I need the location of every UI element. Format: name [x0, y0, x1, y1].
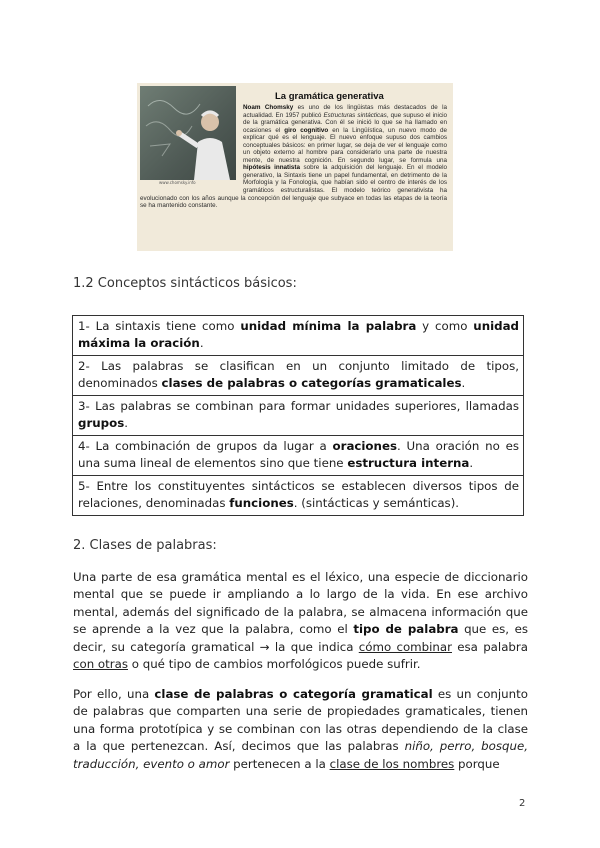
figure-text: Noam Chomsky es uno de los lingüistas más destacados de la actualidad. En 1957 publicó Estructuras sintácticas, que supuso el inicio de la gramática generativa. Con él se inició lo que se ha llamado en ocasiones el giro cognitivo en la Lingüística, un nuevo modo de explicar qué es el lenguaje. El nuevo enfoque supuso dos cambios conceptuales básicos: en primer lugar, se deja de ver el lenguaje como un objeto externo al hombre para considerarlo una parte de nuestra mente, de nuestra cognición. En segundo lugar, se formula una hipótesis innatista sobre la adquisición del lenguaje. En el modelo generativo, la Sintaxis tiene un papel fundamental, en detrimento de la Morfología y la Fonología, que habían sido el centro de interés de los gramáticos estructuralistas. El modelo teórico generativista ha evolucionado con los años aunque la concepción del lenguaje que subyace en todas las etapas de la teoría se ha mantenido constante. [140, 104, 448, 210]
concept-row-2: 2- Las palabras se clasifican en un conjunto limitado de tipos, denominados clases de palabras o categorías gramaticales. [73, 356, 523, 396]
concept-row-3: 3- Las palabras se combinan para formar unidades superiores, llamadas grupos. [73, 396, 523, 436]
paragraph-clase-de-palabras: Por ello, una clase de palabras o categoría gramatical es un conjunto de palabras que comparten una serie de propiedades gramaticales, tienen una forma prototípica y se combinan con las otras dependiendo de la clase a la que pertenezcan. Así, decimos que las palabras niño, perro, bosque, traducción, evento o amor pertenecen a la clase de los nombres porque [73, 687, 528, 771]
section-heading-conceptos: 1.2 Conceptos sintácticos básicos: [73, 276, 297, 291]
textbook-figure [137, 83, 453, 251]
figure-title: La gramática generativa [275, 91, 384, 102]
concept-row-1: 1- La sintaxis tiene como unidad mínima la palabra y como unidad máxima la oración. [73, 316, 523, 356]
paragraph-lexico: Una parte de esa gramática mental es el léxico, una especie de diccionario mental que se puede ir ampliando a lo largo de la vida. En ese archivo mental, además del significado de la palabra, se almacena información que se aprende a la vez que la palabra, como el tipo de palabra que es, es decir, su categoría gramatical → la que indica cómo combinar esa palabra con otras o qué tipo de cambios morfológicos puede sufrir. [73, 570, 529, 672]
figure-author-name: Noam Chomsky [243, 104, 294, 111]
concepts-table [72, 315, 524, 516]
section-heading-clases: 2. Clases de palabras: [73, 538, 217, 553]
page-number: 2 [519, 798, 526, 809]
concept-row-5: 5- Entre los constituyentes sintácticos se establecen diversos tipos de relaciones, denominadas funciones. (sintácticas y semánticas). [78, 479, 519, 510]
photo-caption: www.chomsky.info [159, 180, 196, 185]
concept-row-4: 4- La combinación de grupos da lugar a oraciones. Una oración no es una suma lineal de elementos sino que tiene estructura interna. [73, 436, 523, 476]
